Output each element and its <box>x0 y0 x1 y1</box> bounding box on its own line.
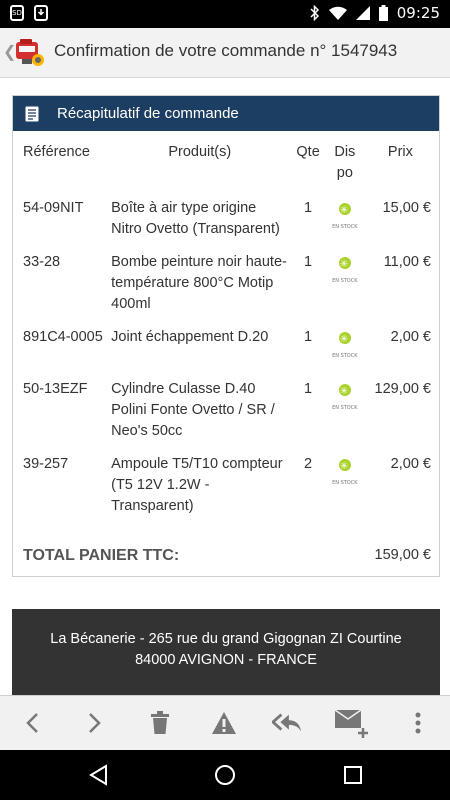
table-row <box>13 248 441 323</box>
table-row <box>13 450 441 525</box>
column-header-availability: Dis po <box>334 144 356 181</box>
app-bar <box>0 28 450 78</box>
row-quantity: 1 <box>304 200 313 216</box>
row-reference: 33-28 <box>23 254 61 270</box>
row-product[interactable]: Joint échappement D.20 <box>111 329 269 345</box>
row-price: 11,00 € <box>383 254 431 270</box>
order-summary-title: Récapitulatif de commande <box>57 105 239 122</box>
bluetooth-icon <box>310 5 320 21</box>
stock-label: EN STOCK <box>332 224 358 230</box>
column-header-product: Produit(s) <box>168 144 232 160</box>
total-value: 159,00 € <box>374 547 431 563</box>
nav-home-icon[interactable] <box>212 762 238 788</box>
in-stock-icon <box>332 454 357 494</box>
total-label: TOTAL PANIER TTC: <box>23 547 180 564</box>
clock: 09:25 <box>396 4 440 22</box>
stock-label: EN STOCK <box>332 480 358 486</box>
stock-label: EN STOCK <box>332 278 358 284</box>
in-stock-icon <box>332 379 357 419</box>
next-icon[interactable] <box>80 708 110 738</box>
column-header-price: Prix <box>387 144 413 160</box>
battery-icon <box>379 5 388 21</box>
row-reference: 891C4-0005 <box>23 329 103 345</box>
nav-recents-icon[interactable] <box>340 762 366 788</box>
in-stock-icon <box>332 327 357 367</box>
row-price: 2,00 € <box>390 329 431 345</box>
row-price: 2,00 € <box>390 456 431 472</box>
total-row <box>13 525 441 574</box>
row-product[interactable]: Bombe peinture noir haute-température 800°C Motip 400ml <box>111 254 287 312</box>
row-quantity: 1 <box>304 381 313 397</box>
row-product[interactable]: Ampoule T5/T10 compteur (T5 12V 1.2W - Transparent) <box>111 456 283 514</box>
row-product[interactable]: Boîte à air type origine Nitro Ovetto (Transparent) <box>111 200 280 237</box>
row-price: 15,00 € <box>382 200 431 216</box>
phone-download-icon <box>34 5 48 21</box>
row-reference: 39-257 <box>23 456 69 472</box>
status-bar <box>0 0 450 28</box>
order-summary-header <box>13 96 439 131</box>
reply-all-icon[interactable] <box>272 708 302 738</box>
stock-label: EN STOCK <box>332 405 358 411</box>
more-options-icon[interactable] <box>403 708 433 738</box>
system-navigation-bar <box>0 750 450 800</box>
delete-icon[interactable] <box>145 708 175 738</box>
column-header-quantity: Qte <box>296 144 320 160</box>
table-header-row <box>13 136 441 194</box>
table-row <box>13 194 441 248</box>
stock-label: EN STOCK <box>332 353 358 359</box>
sd-card-icon: SD <box>10 5 24 21</box>
spam-warning-icon[interactable] <box>209 708 239 738</box>
app-logo[interactable] <box>14 38 46 68</box>
row-quantity: 1 <box>304 329 313 345</box>
address-line-1: La Bécanerie - 265 rue du grand Gigognan ZI Courtine <box>50 631 402 647</box>
signal-icon <box>356 6 370 20</box>
order-summary-card <box>12 95 440 577</box>
row-price: 129,00 € <box>374 381 431 397</box>
row-quantity: 2 <box>304 456 313 472</box>
table-row <box>13 323 441 375</box>
previous-icon[interactable] <box>17 708 47 738</box>
column-header-reference: Référence <box>23 144 90 160</box>
in-stock-icon <box>332 252 357 292</box>
order-table <box>13 136 441 574</box>
address-line-2: 84000 AVIGNON - FRANCE <box>135 652 317 668</box>
store-address-footer <box>12 609 440 695</box>
page-title: Confirmation de votre commande n° 1547943 <box>54 41 398 60</box>
email-content[interactable] <box>0 79 450 695</box>
in-stock-icon <box>332 198 357 238</box>
email-toolbar <box>0 695 450 750</box>
row-reference: 54-09NIT <box>23 200 84 216</box>
wifi-icon <box>329 6 347 20</box>
row-reference: 50-13EZF <box>23 381 88 397</box>
document-icon <box>25 106 39 122</box>
nav-back-icon[interactable] <box>86 762 112 788</box>
row-quantity: 1 <box>304 254 313 270</box>
new-email-icon[interactable] <box>335 708 371 738</box>
table-row <box>13 375 441 450</box>
row-product[interactable]: Cylindre Culasse D.40 Polini Fonte Ovetto / SR / Neo's 50cc <box>111 381 275 439</box>
back-chevron-icon[interactable]: ❮ <box>3 44 17 61</box>
